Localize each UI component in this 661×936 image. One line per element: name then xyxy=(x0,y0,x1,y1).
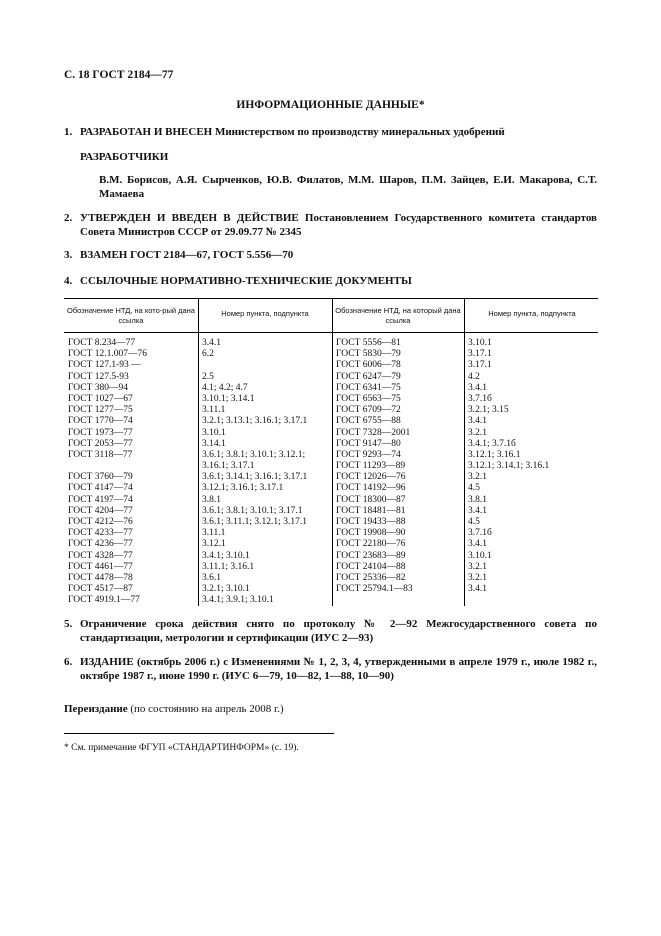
table-cell: ГОСТ 7328—2001 xyxy=(336,427,411,438)
page-title: ИНФОРМАЦИОННЫЕ ДАННЫЕ* xyxy=(236,99,425,111)
table-cell: 3.6.1; 3.14.1; 3.16.1; 3.17.1 xyxy=(202,472,308,483)
table-cell: ГОСТ 18300—87 xyxy=(336,494,406,505)
table-cell: ГОСТ 4212—76 xyxy=(68,517,133,527)
table-cell: ГОСТ 9147—80 xyxy=(336,438,401,449)
table-cell: 4.1; 4.2; 4.7 xyxy=(202,382,248,393)
table-cell: 3.4.1 xyxy=(468,584,487,595)
table-cell: 4.5 xyxy=(468,483,480,494)
table-col-divider-2 xyxy=(332,298,333,606)
table-cell: 3.10.1 xyxy=(468,550,492,561)
table-cell: 3.17.1 xyxy=(468,360,492,371)
table-cell: 3.4.1 xyxy=(468,416,487,427)
table-cell: 3.2.1; 3.15 xyxy=(468,405,509,416)
table-cell: 3.7.1б xyxy=(468,393,492,404)
section-4-number: 4. xyxy=(64,275,73,287)
table-cell: ГОСТ 6006—78 xyxy=(336,360,401,371)
table-cell: ГОСТ 1770—74 xyxy=(68,416,133,427)
table-cell: 3.10.1 xyxy=(468,338,492,348)
reprint-label: Переиздание xyxy=(64,703,128,715)
table-cell: 3.6.1; 3.11.1; 3.12.1; 3.17.1 xyxy=(202,517,307,527)
table-cell: 3.4.1 xyxy=(202,338,221,348)
table-cell: 3.8.1 xyxy=(468,494,487,505)
table-cell: ГОСТ 8.234—77 xyxy=(68,338,136,348)
table-cell: ГОСТ 9293—74 xyxy=(336,449,401,460)
table-cell: ГОСТ 4517—87 xyxy=(68,584,133,595)
table-cell: 3.12.1; 3.14.1; 3.16.1 xyxy=(468,461,550,472)
table-column-left-items xyxy=(202,338,307,607)
footnote: * См. примечание ФГУП «СТАНДАРТИНФОРМ» (с. 19). xyxy=(64,743,299,753)
table-cell: ГОСТ 4147—74 xyxy=(68,483,133,494)
table-cell: 3.17.1 xyxy=(468,349,492,360)
developers-list: В.М. Борисов, А.Я. Сырченков, Ю.В. Филатов, М.М. Шаров, П.М. Зайцев, Е.И. Макарова, С.Т. Мамаева xyxy=(99,174,597,200)
table-cell: ГОСТ 4328—77 xyxy=(68,550,133,561)
table-cell: ГОСТ 23683—89 xyxy=(336,550,406,561)
section-1-number: 1. xyxy=(64,126,73,138)
section-3-number: 3. xyxy=(64,249,73,261)
table-header-ntd-left: Обозначение НТД, на кото-рый дана ссылка xyxy=(67,306,195,325)
reprint-note xyxy=(64,703,284,715)
table-cell: ГОСТ 6341—75 xyxy=(336,382,401,393)
table-cell: ГОСТ 127.1-93 — xyxy=(68,360,141,371)
table-cell: ГОСТ 4478—78 xyxy=(68,572,133,583)
table-column-left-docs xyxy=(68,338,147,607)
table-cell: 3.6.1; 3.8.1; 3.10.1; 3.12.1; xyxy=(202,449,306,460)
table-cell: 3.2.1; 3.10.1 xyxy=(202,584,250,595)
table-cell: 3.10.1 xyxy=(202,427,226,438)
table-cell: 3.4.1 xyxy=(468,382,487,393)
table-cell: ГОСТ 25336—82 xyxy=(336,572,406,583)
section-6-text: ИЗДАНИЕ (октябрь 2006 г.) с Изменениями № 1, 2, 3, 4, утвержденными в апреле 1979 г., июле 1982 г., октябре 1987 г., июне 1990 г. (ИУС 6—79, 10—82, 1—88, 10—90) xyxy=(80,656,597,682)
table-cell: 3.2.1 xyxy=(468,472,487,483)
references-table xyxy=(64,298,598,606)
section-6-number: 6. xyxy=(64,656,73,668)
table-cell: 2.5 xyxy=(202,371,214,382)
table-cell: ГОСТ 14192—96 xyxy=(336,483,406,494)
table-cell: 3.12.1; 3.16.1; 3.17.1 xyxy=(202,483,284,494)
table-cell: ГОСТ 4197—74 xyxy=(68,494,133,505)
table-cell: 6.2 xyxy=(202,349,214,360)
table-cell: ГОСТ 18481—81 xyxy=(336,505,406,516)
table-cell: ГОСТ 12.1.007—76 xyxy=(68,349,147,360)
table-cell: ГОСТ 25794.1—83 xyxy=(336,584,413,595)
table-cell: 3.6.1 xyxy=(202,572,221,583)
table-cell: ГОСТ 1973—77 xyxy=(68,427,133,438)
table-cell: ГОСТ 6563—75 xyxy=(336,393,401,404)
section-3-text: ВЗАМЕН ГОСТ 2184—67, ГОСТ 5.556—70 xyxy=(80,249,294,261)
table-cell xyxy=(68,461,147,472)
table-cell: 3.4.1 xyxy=(468,505,487,516)
footnote-rule xyxy=(64,733,334,734)
table-cell: 3.4.1 xyxy=(468,539,487,550)
table-header-item-right: Номер пункта, подпункта xyxy=(488,309,576,318)
table-header-rule xyxy=(64,332,598,333)
table-cell: ГОСТ 3118—77 xyxy=(68,449,133,460)
table-column-right-items xyxy=(468,338,549,595)
table-cell: 3.8.1 xyxy=(202,494,221,505)
table-cell: ГОСТ 6755—88 xyxy=(336,416,401,427)
section-4-text: ССЫЛОЧНЫЕ НОРМАТИВНО-ТЕХНИЧЕСКИЕ ДОКУМЕНТЫ xyxy=(80,275,412,287)
table-cell: ГОСТ 4236—77 xyxy=(68,539,133,550)
table-cell: 3.7.1б xyxy=(468,528,492,539)
table-cell: ГОСТ 4919.1—77 xyxy=(68,595,140,606)
table-header-item-left: Номер пункта, подпункта xyxy=(221,309,309,318)
table-cell: ГОСТ 127.5-93 xyxy=(68,371,129,382)
table-cell: 3.12.1; 3.16.1 xyxy=(468,449,521,460)
section-2-text: УТВЕРЖДЕН И ВВЕДЕН В ДЕЙСТВИЕ Постановлением Государственного комитета стандартов Совета Министров СССР от 29.09.77 № 2345 xyxy=(80,212,597,238)
table-cell: ГОСТ 24104—88 xyxy=(336,561,406,572)
table-cell: ГОСТ 1027—67 xyxy=(68,393,133,404)
table-cell: 3.2.1 xyxy=(468,561,487,572)
table-column-right-docs xyxy=(336,338,413,595)
table-cell: ГОСТ 380—94 xyxy=(68,382,128,393)
table-cell: ГОСТ 1277—75 xyxy=(68,405,133,416)
section-1-text: РАЗРАБОТАН И ВНЕСЕН Министерством по производству минеральных удобрений xyxy=(80,126,505,138)
table-cell: ГОСТ 19433—88 xyxy=(336,517,406,527)
table-cell: ГОСТ 19908—90 xyxy=(336,528,406,539)
table-cell: ГОСТ 3760—79 xyxy=(68,472,133,483)
table-cell: 3.16.1; 3.17.1 xyxy=(202,461,255,472)
page-header: С. 18 ГОСТ 2184—77 xyxy=(64,69,174,81)
table-cell: ГОСТ 4233—77 xyxy=(68,528,133,539)
table-cell: 3.6.1; 3.8.1; 3.10.1; 3.17.1 xyxy=(202,505,303,516)
table-cell: ГОСТ 6247—79 xyxy=(336,371,401,382)
table-cell: 3.11.1 xyxy=(202,528,226,539)
table-cell: 3.4.1; 3.10.1 xyxy=(202,550,250,561)
table-cell: 3.14.1 xyxy=(202,438,226,449)
table-cell: 3.2.1; 3.13.1; 3.16.1; 3.17.1 xyxy=(202,416,308,427)
table-cell: 3.4.1; 3.7.1б xyxy=(468,438,516,449)
table-cell: 4.5 xyxy=(468,517,480,527)
table-cell: ГОСТ 6709—72 xyxy=(336,405,401,416)
table-top-rule xyxy=(64,298,598,299)
table-cell: 4.2 xyxy=(468,371,480,382)
table-cell: ГОСТ 4461—77 xyxy=(68,561,133,572)
table-cell: 3.12.1 xyxy=(202,539,226,550)
table-cell: ГОСТ 5556—81 xyxy=(336,338,401,348)
section-5-text: Ограничение срока действия снято по протоколу № 2—92 Межгосударственного совета по стандартизации, метрологии и сертификации (ИУС 2—93) xyxy=(80,618,597,644)
table-header-ntd-right: Обозначение НТД, на который дана ссылка xyxy=(335,306,461,325)
table-cell: ГОСТ 22180—76 xyxy=(336,539,406,550)
table-cell: ГОСТ 11293—89 xyxy=(336,461,406,472)
table-cell xyxy=(202,360,307,371)
table-col-divider-3 xyxy=(464,298,465,606)
table-cell: ГОСТ 2053—77 xyxy=(68,438,133,449)
table-cell: ГОСТ 5830—79 xyxy=(336,349,401,360)
table-cell: ГОСТ 12026—76 xyxy=(336,472,406,483)
table-cell: 3.2.1 xyxy=(468,572,487,583)
section-5-number: 5. xyxy=(64,618,73,630)
table-col-divider-1 xyxy=(198,298,199,606)
reprint-date: (по состоянию на апрель 2008 г.) xyxy=(127,703,284,715)
table-cell: ГОСТ 4204—77 xyxy=(68,505,133,516)
table-cell: 3.2.1 xyxy=(468,427,487,438)
table-cell: 3.11.1; 3.16.1 xyxy=(202,561,255,572)
developers-label: РАЗРАБОТЧИКИ xyxy=(80,151,169,163)
table-cell: 3.4.1; 3.9.1; 3.10.1 xyxy=(202,595,274,606)
table-cell: 3.11.1 xyxy=(202,405,226,416)
section-2-number: 2. xyxy=(64,212,73,224)
table-cell: 3.10.1; 3.14.1 xyxy=(202,393,255,404)
